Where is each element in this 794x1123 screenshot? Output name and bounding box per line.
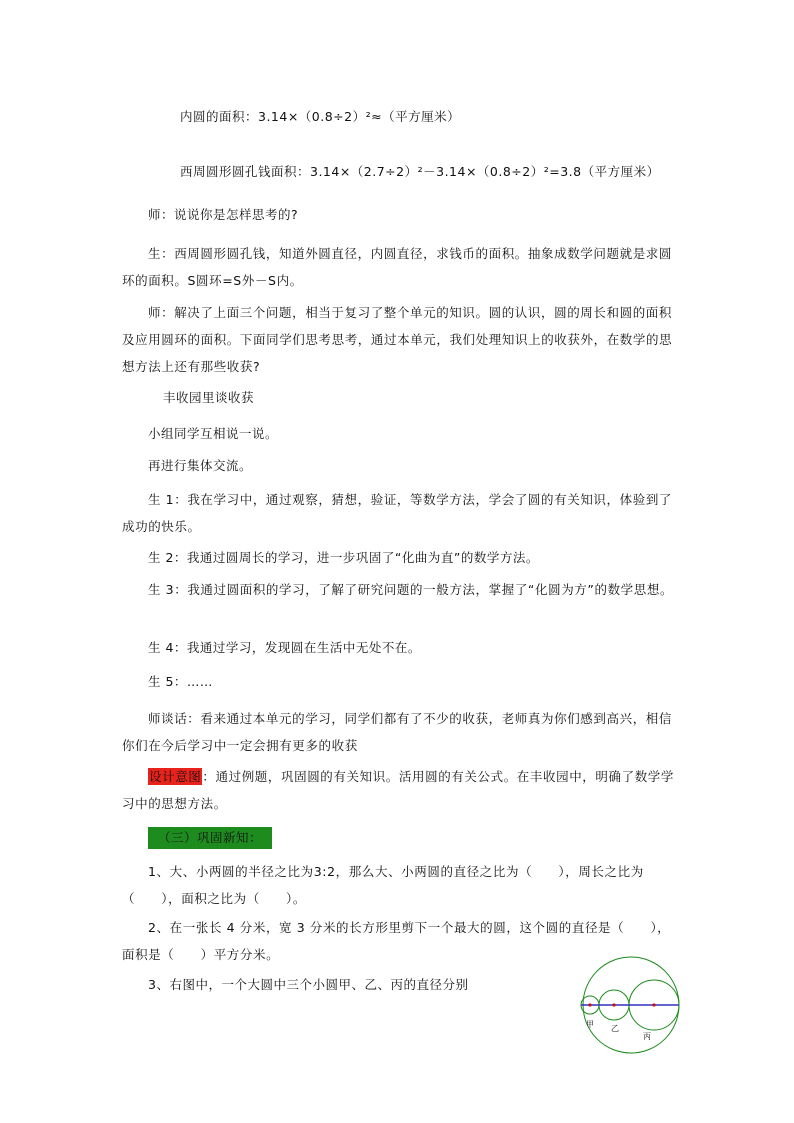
teacher-summary-paragraph: 师：解决了上面三个问题，相当于复习了整个单元的知识。圆的认识，圆的周长和圆的面积及应用圆环的面积。下面同学们思考思考，通过本单元，我们处理知识上的收获外，在数学的思想方法上还有那些收获? [122, 305, 673, 374]
label-jia: 甲 [586, 1020, 594, 1029]
circles-figure [577, 955, 685, 1057]
teacher-closing-paragraph: 师谈话：看来通过本单元的学习，同学们都有了不少的收获，老师真为你们感到高兴，相信你们在今后学习中一定会拥有更多的收获 [122, 711, 673, 753]
student-1-paragraph: 生 1：我在学习中，通过观察，猜想，验证，等数学方法，学会了圆的有关知识，体验到了成功的快乐。 [122, 492, 673, 534]
consolidation-heading-label: （三）巩固新知： [148, 827, 272, 849]
label-bing: 丙 [643, 1032, 651, 1041]
student-answer-paragraph: 生：西周圆形圆孔钱，知道外圆直径，内圆直径，求钱币的面积。抽象成数学问题就是求圆环的面积。S圆环=S外－S内。 [122, 246, 673, 288]
inner-circle-area-line: 内圆的面积：3.14×（0.8÷2）²≈（平方厘米） [180, 109, 461, 124]
question-2-paragraph: 2、在一张长 4 分米，宽 3 分米的长方形里剪下一个最大的圆，这个圆的直径是（ ），面积是（ ）平方分米。 [122, 920, 671, 962]
student-5-line: 生 5：…… [148, 674, 213, 689]
student-2-line: 生 2：我通过圆周长的学习，进一步巩固了“化曲为直”的数学方法。 [148, 550, 539, 565]
coin-area-formula-line: 西周圆形圆孔钱面积：3.14×（2.7÷2）²－3.14×（0.8÷2）²=3.8（平方厘米） [180, 164, 660, 179]
label-yi: 乙 [611, 1024, 619, 1033]
center-dot-c [652, 1003, 655, 1006]
student-4-line: 生 4：我通过学习，发现圆在生活中无处不在。 [148, 640, 421, 655]
design-intent-tag: 设计意图 [149, 769, 202, 784]
question-1-paragraph: 1、大、小两圆的半径之比为3:2，那么大、小两圆的直径之比为（ ），周长之比为（ ），面积之比为（ ）。 [122, 864, 644, 906]
student-3-paragraph: 生 3：我通过圆面积的学习，了解了研究问题的一般方法，掌握了“化圆为方”的数学思想。 [148, 582, 674, 597]
consolidation-heading [148, 827, 272, 849]
harvest-garden-heading: 丰收园里谈收获 [163, 390, 255, 405]
group-discussion-line: 小组同学互相说一说。 [148, 426, 279, 441]
center-dot-a [588, 1003, 591, 1006]
center-dot-b [612, 1003, 615, 1006]
design-intent-text: ：通过例题，巩固圆的有关知识。活用圆的有关公式。在丰收园中，明确了数学学习中的思想方法。 [122, 769, 675, 811]
class-exchange-line: 再进行集体交流。 [148, 458, 253, 473]
design-intent-paragraph [122, 763, 682, 817]
question-3-line: 3、右图中，一个大圆中三个小圆甲、乙、丙的直径分别 [148, 977, 469, 992]
teacher-question-line: 师：说说你是怎样思考的? [148, 207, 299, 222]
